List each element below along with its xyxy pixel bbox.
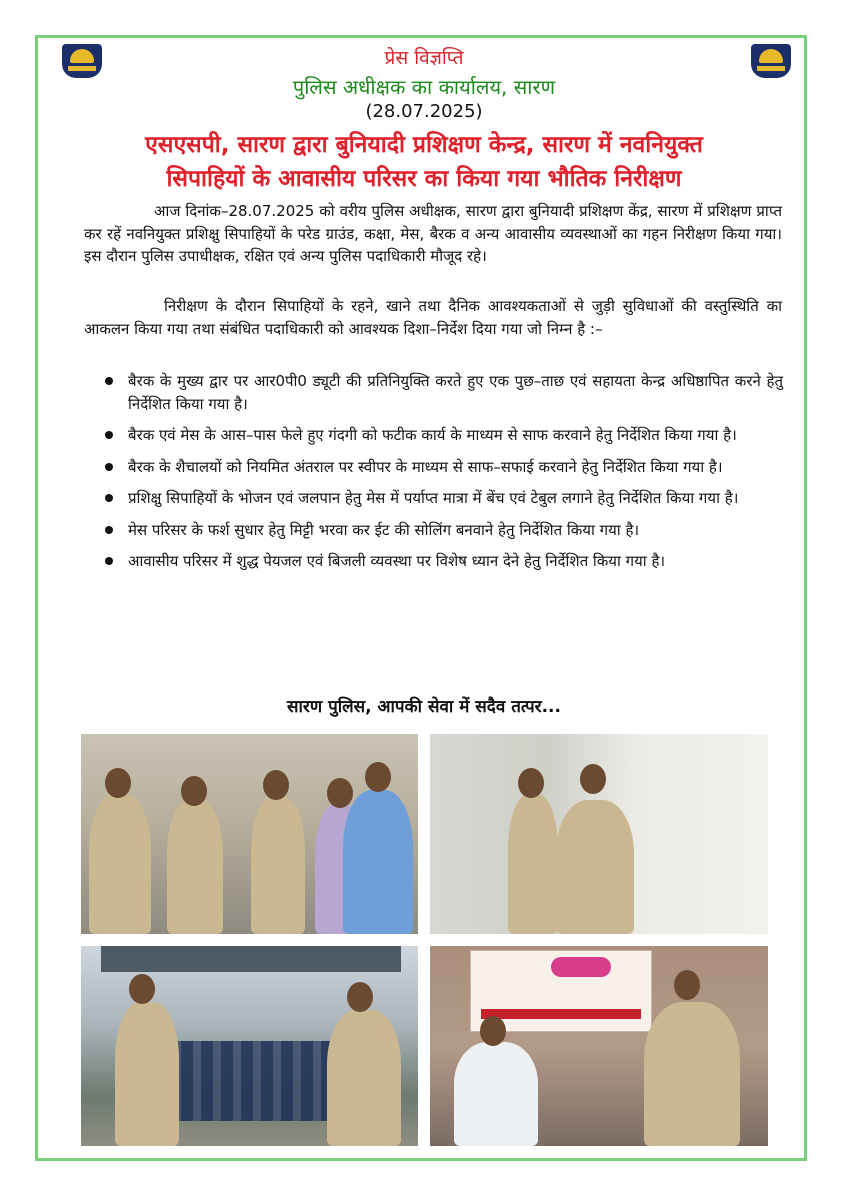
headline-line-2: सिपाहियों के आवासीय परिसर का किया गया भौतिक निरीक्षण xyxy=(166,166,682,192)
office-name: पुलिस अधीक्षक का कार्यालय, सारण xyxy=(292,75,556,99)
body-paragraph-2: निरीक्षण के दौरान सिपाहियों के रहने, खाने तथा दैनिक आवश्यकताओं से जुड़ी सुविधाओं की वस्तुस्थिति का आकलन किया गया तथा संबंधित पदाधिकारी को आवश्यक दिशा–निर्देश दिया गया जो निम्न है :– xyxy=(84,297,782,338)
bullet-dot-icon xyxy=(105,431,113,439)
headline-line-1: एसएसपी, सारण द्वारा बुनियादी प्रशिक्षण केन्द्र, सारण में नवनियुक्त xyxy=(145,132,703,158)
list-item-text: प्रशिक्षु सिपाहियों के भोजन एवं जलपान हेतु मेस में पर्याप्त मात्रा में बेंच एवं टेबुल लगाने हेतु निर्देशित किया गया है। xyxy=(128,489,739,507)
bullet-dot-icon xyxy=(105,494,113,502)
photo-kitchen-banner xyxy=(430,946,768,1146)
list-item xyxy=(128,370,783,415)
body-paragraph-1: आज दिनांक–28.07.2025 को वरीय पुलिस अधीक्षक, सारण द्वारा बुनियादी प्रशिक्षण केंद्र, सारण में प्रशिक्षण प्राप्त कर रहें नवनियुक्त प्रशिक्षु सिपाहियों के परेड ग्राउंड, कक्षा, मेस, बैरक व अन्य आवासीय व्यवस्थाओं का गहन निरीक्षण किया गया। इस दौरान पुलिस उपाधीक्षक, रक्षित एवं अन्य पुलिस पदाधिकारी मौजूद रहे। xyxy=(84,202,782,265)
list-item xyxy=(128,456,783,479)
press-release-heading: प्रेस विज्ञप्ति xyxy=(384,47,464,69)
list-item xyxy=(128,519,783,542)
list-item-text: आवासीय परिसर में शुद्ध पेयजल एवं बिजली व्यवस्था पर विशेष ध्यान देने हेतु निर्देशित किया गया है। xyxy=(128,552,666,570)
photo-mess-chairs xyxy=(81,946,418,1146)
list-item-text: बैरक के शैचालयों को नियमित अंतराल पर स्वीपर के माध्यम से साफ–सफाई करवाने हेतु निर्देशित किया गया है। xyxy=(128,457,723,476)
bullet-dot-icon xyxy=(105,377,113,385)
photo-inspection-group xyxy=(81,734,418,934)
slogan: सारण पुलिस, आपकी सेवा में सदैव तत्पर... xyxy=(287,697,561,717)
list-item-text: बैरक एवं मेस के आस–पास फेले हुए गंदगी को फटीक कार्य के माध्यम से साफ करवाने हेतु निर्देशित किया गया है। xyxy=(128,426,737,444)
list-item xyxy=(128,487,783,510)
list-item-text: बैरक के मुख्य द्वार पर आर0पी0 ड्यूटी की प्रतिनियुक्ति करते हुए एक पुछ–ताछ एवं सहायता केन्द्र अधिष्ठापित करने हेतु निर्देशित किया गया है। xyxy=(128,372,783,413)
list-item xyxy=(128,424,783,447)
directive-list xyxy=(128,370,783,582)
bullet-dot-icon xyxy=(105,526,113,534)
bullet-dot-icon xyxy=(105,463,113,471)
release-date: (28.07.2025) xyxy=(365,101,483,122)
list-item-text: मेस परिसर के फर्श सुधार हेतु मिट्टी भरवा कर ईट की सोलिंग बनवाने हेतु निर्देशित किया गया है। xyxy=(128,520,640,539)
photo-barrack-corridor xyxy=(430,734,768,934)
list-item xyxy=(128,550,783,573)
bullet-dot-icon xyxy=(105,557,113,565)
